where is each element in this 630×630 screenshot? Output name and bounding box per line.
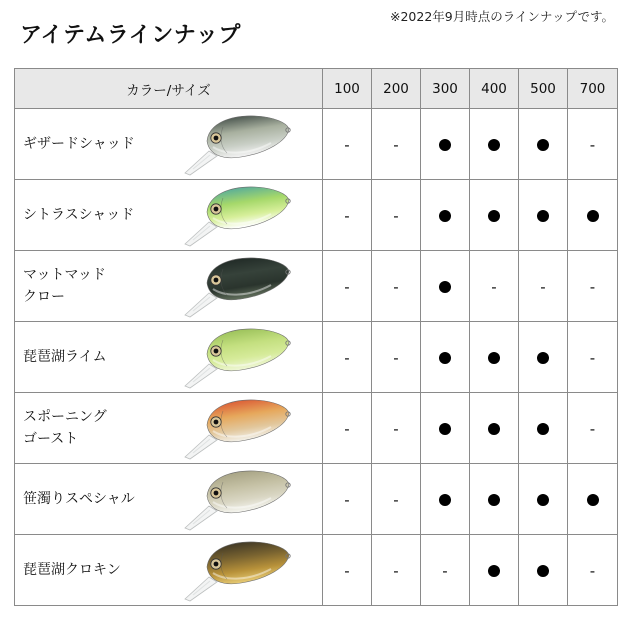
unavailable-dash: - xyxy=(589,348,596,367)
lure-image-cell xyxy=(155,109,323,180)
availability-cell-300 xyxy=(421,535,470,606)
availability-cell-700 xyxy=(568,535,618,606)
availability-cell-700 xyxy=(568,464,618,535)
availability-cell-500 xyxy=(519,109,568,180)
available-dot xyxy=(488,210,500,222)
color-size-header: カラー/サイズ xyxy=(15,69,323,109)
availability-cell-500 xyxy=(519,251,568,322)
availability-cell-400 xyxy=(470,109,519,180)
availability-cell-300 xyxy=(421,109,470,180)
availability-cell-100 xyxy=(323,464,372,535)
size-header-500: 500 xyxy=(519,69,568,109)
unavailable-dash: - xyxy=(491,277,497,296)
availability-cell-100 xyxy=(323,109,372,180)
lure-image xyxy=(179,111,297,177)
color-name: ギザードシャッド xyxy=(15,109,155,180)
unavailable-dash: - xyxy=(589,561,596,580)
unavailable-dash: - xyxy=(540,277,546,296)
size-header-300: 300 xyxy=(421,69,470,109)
available-dot xyxy=(488,494,500,506)
available-dot xyxy=(488,139,500,151)
available-dot xyxy=(439,210,451,222)
availability-cell-300 xyxy=(421,322,470,393)
lineup-row xyxy=(15,464,618,535)
unavailable-dash: - xyxy=(344,206,350,225)
availability-cell-200 xyxy=(372,180,421,251)
availability-cell-500 xyxy=(519,464,568,535)
unavailable-dash: - xyxy=(393,206,399,225)
availability-cell-400 xyxy=(470,464,519,535)
available-dot xyxy=(537,210,549,222)
lure-image-cell xyxy=(155,180,323,251)
availability-cell-300 xyxy=(421,180,470,251)
unavailable-dash: - xyxy=(344,348,350,367)
lineup-date-note: ※2022年9月時点のラインナップです。 xyxy=(390,9,614,24)
color-name: 琵琶湖ライム xyxy=(15,322,155,393)
size-header-400: 400 xyxy=(470,69,519,109)
lineup-row xyxy=(15,180,618,251)
unavailable-dash: - xyxy=(393,419,399,438)
lineup-row xyxy=(15,109,618,180)
color-name: シトラスシャッド xyxy=(15,180,155,251)
lineup-table xyxy=(14,68,618,606)
unavailable-dash: - xyxy=(393,135,399,154)
availability-cell-300 xyxy=(421,393,470,464)
color-name: マットマッド クロー xyxy=(15,251,155,322)
available-dot xyxy=(439,352,451,364)
availability-cell-700 xyxy=(568,109,618,180)
availability-cell-100 xyxy=(323,393,372,464)
unavailable-dash: - xyxy=(344,561,350,580)
availability-cell-400 xyxy=(470,322,519,393)
unavailable-dash: - xyxy=(393,490,399,509)
lure-image xyxy=(179,537,297,603)
lineup-header-row xyxy=(15,69,618,109)
color-name: 笹濁りスペシャル xyxy=(15,464,155,535)
available-dot xyxy=(537,352,549,364)
availability-cell-700 xyxy=(568,251,618,322)
size-header-700: 700 xyxy=(568,69,618,109)
availability-cell-100 xyxy=(323,535,372,606)
availability-cell-400 xyxy=(470,535,519,606)
unavailable-dash: - xyxy=(589,277,596,296)
unavailable-dash: - xyxy=(344,419,350,438)
availability-cell-500 xyxy=(519,535,568,606)
availability-cell-700 xyxy=(568,180,618,251)
unavailable-dash: - xyxy=(344,135,350,154)
size-header-200: 200 xyxy=(372,69,421,109)
available-dot xyxy=(439,139,451,151)
unavailable-dash: - xyxy=(589,135,596,154)
lineup-row xyxy=(15,393,618,464)
availability-cell-500 xyxy=(519,180,568,251)
unavailable-dash: - xyxy=(442,561,448,580)
available-dot xyxy=(488,565,500,577)
availability-cell-100 xyxy=(323,251,372,322)
lure-image xyxy=(179,253,297,319)
available-dot xyxy=(587,210,599,222)
lineup-row xyxy=(15,322,618,393)
color-name: スポーニング ゴースト xyxy=(15,393,155,464)
availability-cell-500 xyxy=(519,322,568,393)
availability-cell-400 xyxy=(470,180,519,251)
lure-image-cell xyxy=(155,322,323,393)
availability-cell-100 xyxy=(323,180,372,251)
available-dot xyxy=(537,494,549,506)
available-dot xyxy=(439,423,451,435)
lure-image xyxy=(179,466,297,532)
available-dot xyxy=(488,352,500,364)
lure-image-cell xyxy=(155,393,323,464)
availability-cell-100 xyxy=(323,322,372,393)
unavailable-dash: - xyxy=(393,561,399,580)
lure-image-cell xyxy=(155,464,323,535)
available-dot xyxy=(537,565,549,577)
lineup-row xyxy=(15,535,618,606)
available-dot xyxy=(439,281,451,293)
unavailable-dash: - xyxy=(393,277,399,296)
lure-image xyxy=(179,182,297,248)
availability-cell-700 xyxy=(568,322,618,393)
availability-cell-400 xyxy=(470,393,519,464)
availability-cell-200 xyxy=(372,251,421,322)
available-dot xyxy=(439,494,451,506)
availability-cell-200 xyxy=(372,109,421,180)
available-dot xyxy=(537,139,549,151)
availability-cell-200 xyxy=(372,322,421,393)
availability-cell-300 xyxy=(421,464,470,535)
availability-cell-200 xyxy=(372,464,421,535)
available-dot xyxy=(537,423,549,435)
lineup-row xyxy=(15,251,618,322)
color-name: 琵琶湖クロキン xyxy=(15,535,155,606)
availability-cell-700 xyxy=(568,393,618,464)
availability-cell-300 xyxy=(421,251,470,322)
availability-cell-200 xyxy=(372,393,421,464)
size-header-100: 100 xyxy=(323,69,372,109)
lure-image-cell xyxy=(155,535,323,606)
availability-cell-500 xyxy=(519,393,568,464)
unavailable-dash: - xyxy=(344,277,350,296)
unavailable-dash: - xyxy=(393,348,399,367)
availability-cell-400 xyxy=(470,251,519,322)
unavailable-dash: - xyxy=(344,490,350,509)
lure-image xyxy=(179,324,297,390)
availability-cell-200 xyxy=(372,535,421,606)
lure-image xyxy=(179,395,297,461)
available-dot xyxy=(587,494,599,506)
page-title: アイテムラインナップ xyxy=(20,23,241,48)
available-dot xyxy=(488,423,500,435)
lure-image-cell xyxy=(155,251,323,322)
unavailable-dash: - xyxy=(589,419,596,438)
